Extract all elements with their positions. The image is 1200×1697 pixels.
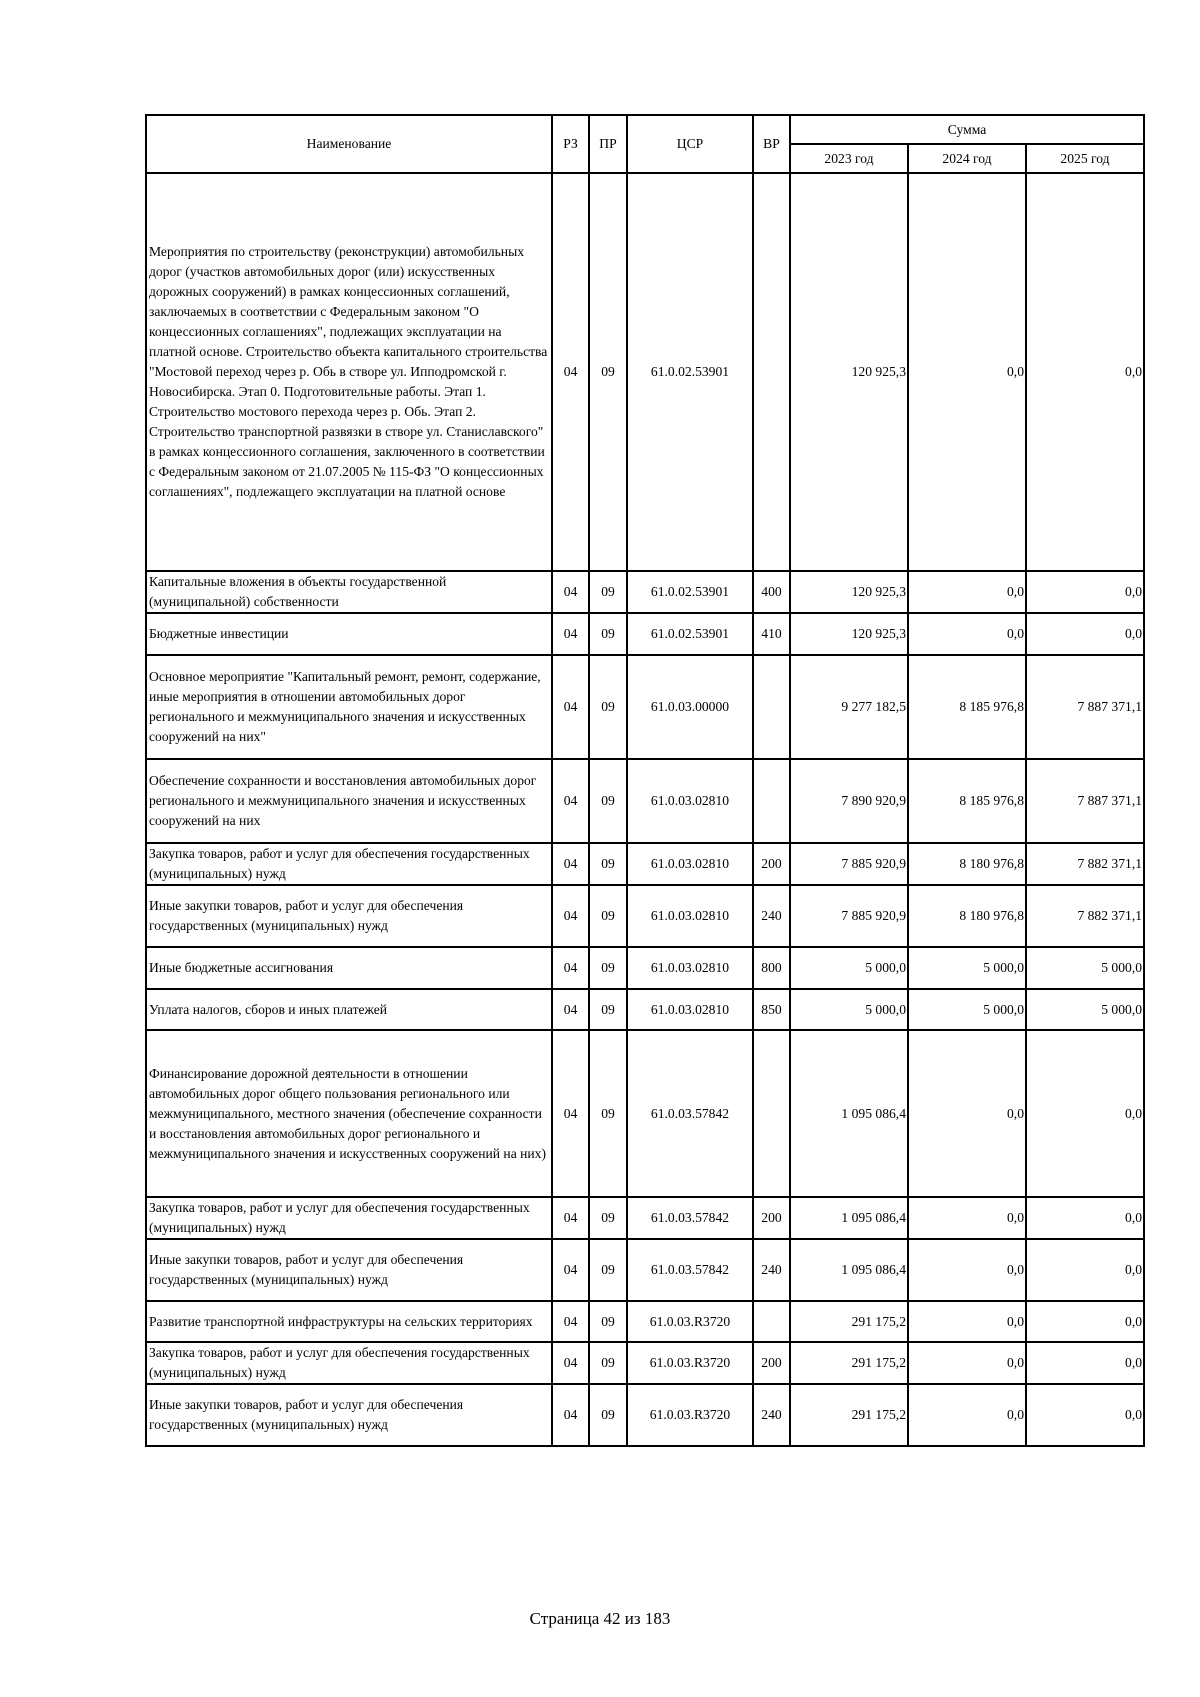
row-name: Мероприятия по строительству (реконструкции) автомобильных дорог (участков автомобильных дорог (или) искусственных дорожных сооружений) в рамках концессионных соглашений, заключаемых в соответствии с Федеральным законом "О концессионных соглашениях", подлежащих эксплуатации на платной основе. Строительство объекта капитального строительства "Мостовой переход через р. Обь в створе ул. Ипподромской г. Новосибирска. Этап 0. Подготовительные работы. Этап 1. Строительство мостового перехода через р. Обь. Этап 2. Строительство транспортной развязки в створе ул. Станиславского" в рамках концессионного соглашения, заключенного в соответствии с Федеральным законом от 21.07.2005 № 115-ФЗ "О концессионных соглашениях", подлежащего эксплуатации на платной основе bbox=[146, 173, 552, 571]
row-name: Закупка товаров, работ и услуг для обеспечения государственных (муниципальных) нужд bbox=[146, 843, 552, 885]
header-csr: ЦСР bbox=[627, 115, 753, 173]
row-amount-2024: 5 000,0 bbox=[908, 947, 1026, 989]
row-rz: 04 bbox=[552, 655, 589, 759]
table-row bbox=[146, 1384, 1144, 1446]
row-csr: 61.0.03.02810 bbox=[627, 947, 753, 989]
row-rz: 04 bbox=[552, 759, 589, 843]
row-vr: 240 bbox=[753, 1239, 790, 1301]
row-amount-2023: 120 925,3 bbox=[790, 613, 908, 655]
row-amount-2025: 7 887 371,1 bbox=[1026, 759, 1144, 843]
row-amount-2024: 0,0 bbox=[908, 1197, 1026, 1239]
row-amount-2024: 0,0 bbox=[908, 1301, 1026, 1342]
row-amount-2023: 291 175,2 bbox=[790, 1301, 908, 1342]
row-pr: 09 bbox=[589, 655, 627, 759]
row-amount-2025: 0,0 bbox=[1026, 1239, 1144, 1301]
row-csr: 61.0.03.02810 bbox=[627, 885, 753, 947]
row-amount-2023: 1 095 086,4 bbox=[790, 1239, 908, 1301]
row-csr: 61.0.03.00000 bbox=[627, 655, 753, 759]
row-amount-2023: 5 000,0 bbox=[790, 947, 908, 989]
row-csr: 61.0.03.57842 bbox=[627, 1239, 753, 1301]
table-row bbox=[146, 1239, 1144, 1301]
row-pr: 09 bbox=[589, 1197, 627, 1239]
table-row bbox=[146, 173, 1144, 571]
row-amount-2023: 120 925,3 bbox=[790, 173, 908, 571]
row-csr: 61.0.03.57842 bbox=[627, 1197, 753, 1239]
row-name: Иные закупки товаров, работ и услуг для обеспечения государственных (муниципальных) нужд bbox=[146, 1239, 552, 1301]
row-vr bbox=[753, 1301, 790, 1342]
header-vr: ВР bbox=[753, 115, 790, 173]
row-amount-2024: 0,0 bbox=[908, 571, 1026, 613]
row-vr bbox=[753, 655, 790, 759]
row-rz: 04 bbox=[552, 1197, 589, 1239]
row-name: Развитие транспортной инфраструктуры на сельских территориях bbox=[146, 1301, 552, 1342]
table-row bbox=[146, 1301, 1144, 1342]
row-rz: 04 bbox=[552, 173, 589, 571]
row-name: Капитальные вложения в объекты государственной (муниципальной) собственности bbox=[146, 571, 552, 613]
row-amount-2024: 0,0 bbox=[908, 1239, 1026, 1301]
table-row bbox=[146, 1197, 1144, 1239]
row-vr: 200 bbox=[753, 843, 790, 885]
row-amount-2024: 5 000,0 bbox=[908, 989, 1026, 1030]
row-rz: 04 bbox=[552, 1342, 589, 1384]
row-pr: 09 bbox=[589, 173, 627, 571]
row-csr: 61.0.03.02810 bbox=[627, 759, 753, 843]
row-amount-2025: 7 882 371,1 bbox=[1026, 885, 1144, 947]
row-rz: 04 bbox=[552, 989, 589, 1030]
table-row bbox=[146, 1030, 1144, 1197]
row-amount-2023: 7 885 920,9 bbox=[790, 885, 908, 947]
row-amount-2023: 7 890 920,9 bbox=[790, 759, 908, 843]
row-name: Иные закупки товаров, работ и услуг для обеспечения государственных (муниципальных) нужд bbox=[146, 1384, 552, 1446]
table-row bbox=[146, 613, 1144, 655]
row-amount-2024: 0,0 bbox=[908, 1030, 1026, 1197]
row-name: Закупка товаров, работ и услуг для обеспечения государственных (муниципальных) нужд bbox=[146, 1197, 552, 1239]
table-row bbox=[146, 885, 1144, 947]
row-csr: 61.0.02.53901 bbox=[627, 613, 753, 655]
row-pr: 09 bbox=[589, 885, 627, 947]
row-amount-2024: 8 180 976,8 bbox=[908, 885, 1026, 947]
row-csr: 61.0.03.R3720 bbox=[627, 1342, 753, 1384]
row-amount-2024: 8 185 976,8 bbox=[908, 759, 1026, 843]
row-name: Иные закупки товаров, работ и услуг для обеспечения государственных (муниципальных) нужд bbox=[146, 885, 552, 947]
row-amount-2023: 5 000,0 bbox=[790, 989, 908, 1030]
row-name: Обеспечение сохранности и восстановления автомобильных дорог регионального и межмуниципального значения и искусственных сооружений на них bbox=[146, 759, 552, 843]
table-row bbox=[146, 947, 1144, 989]
row-vr: 400 bbox=[753, 571, 790, 613]
row-amount-2025: 5 000,0 bbox=[1026, 947, 1144, 989]
budget-page bbox=[145, 114, 1143, 1447]
row-amount-2024: 8 185 976,8 bbox=[908, 655, 1026, 759]
row-rz: 04 bbox=[552, 571, 589, 613]
row-pr: 09 bbox=[589, 613, 627, 655]
header-sum: Сумма bbox=[790, 115, 1144, 144]
row-vr: 850 bbox=[753, 989, 790, 1030]
row-vr: 240 bbox=[753, 885, 790, 947]
row-csr: 61.0.03.R3720 bbox=[627, 1301, 753, 1342]
row-name: Финансирование дорожной деятельности в отношении автомобильных дорог общего пользования регионального или межмуниципального, местного значения (обеспечение сохранности и восстановления автомобильных дорог регионального и межмуниципального значения и искусственных сооружений на них) bbox=[146, 1030, 552, 1197]
row-amount-2025: 0,0 bbox=[1026, 1030, 1144, 1197]
row-amount-2025: 5 000,0 bbox=[1026, 989, 1144, 1030]
page-number: Страница 42 из 183 bbox=[529, 1609, 671, 1628]
row-csr: 61.0.03.02810 bbox=[627, 843, 753, 885]
row-pr: 09 bbox=[589, 843, 627, 885]
row-rz: 04 bbox=[552, 1301, 589, 1342]
row-rz: 04 bbox=[552, 613, 589, 655]
header-year-2023: 2023 год bbox=[790, 144, 908, 173]
row-vr bbox=[753, 759, 790, 843]
budget-table bbox=[145, 114, 1145, 1447]
row-rz: 04 bbox=[552, 947, 589, 989]
header-name: Наименование bbox=[146, 115, 552, 173]
table-row bbox=[146, 1342, 1144, 1384]
row-rz: 04 bbox=[552, 1030, 589, 1197]
header-pr: ПР bbox=[589, 115, 627, 173]
row-name: Уплата налогов, сборов и иных платежей bbox=[146, 989, 552, 1030]
row-rz: 04 bbox=[552, 843, 589, 885]
row-amount-2024: 0,0 bbox=[908, 1342, 1026, 1384]
table-row bbox=[146, 989, 1144, 1030]
row-amount-2023: 9 277 182,5 bbox=[790, 655, 908, 759]
row-pr: 09 bbox=[589, 1342, 627, 1384]
row-amount-2024: 0,0 bbox=[908, 1384, 1026, 1446]
row-csr: 61.0.03.57842 bbox=[627, 1030, 753, 1197]
row-amount-2024: 0,0 bbox=[908, 613, 1026, 655]
row-amount-2025: 0,0 bbox=[1026, 1301, 1144, 1342]
row-amount-2025: 0,0 bbox=[1026, 613, 1144, 655]
row-amount-2023: 120 925,3 bbox=[790, 571, 908, 613]
row-amount-2023: 291 175,2 bbox=[790, 1384, 908, 1446]
row-vr: 410 bbox=[753, 613, 790, 655]
table-row bbox=[146, 759, 1144, 843]
row-amount-2023: 1 095 086,4 bbox=[790, 1197, 908, 1239]
row-amount-2024: 8 180 976,8 bbox=[908, 843, 1026, 885]
row-csr: 61.0.02.53901 bbox=[627, 173, 753, 571]
row-pr: 09 bbox=[589, 1030, 627, 1197]
row-amount-2024: 0,0 bbox=[908, 173, 1026, 571]
row-vr: 240 bbox=[753, 1384, 790, 1446]
row-name: Иные бюджетные ассигнования bbox=[146, 947, 552, 989]
row-vr: 200 bbox=[753, 1342, 790, 1384]
row-amount-2025: 0,0 bbox=[1026, 1197, 1144, 1239]
row-vr bbox=[753, 1030, 790, 1197]
header-year-2025: 2025 год bbox=[1026, 144, 1144, 173]
row-amount-2025: 0,0 bbox=[1026, 1384, 1144, 1446]
row-amount-2025: 7 887 371,1 bbox=[1026, 655, 1144, 759]
table-row bbox=[146, 571, 1144, 613]
row-name: Закупка товаров, работ и услуг для обеспечения государственных (муниципальных) нужд bbox=[146, 1342, 552, 1384]
row-pr: 09 bbox=[589, 947, 627, 989]
header-rz: РЗ bbox=[552, 115, 589, 173]
row-csr: 61.0.02.53901 bbox=[627, 571, 753, 613]
row-name: Основное мероприятие "Капитальный ремонт, ремонт, содержание, иные мероприятия в отношении автомобильных дорог регионального и межмуниципального значения и искусственных сооружений на них" bbox=[146, 655, 552, 759]
row-amount-2023: 1 095 086,4 bbox=[790, 1030, 908, 1197]
table-row bbox=[146, 655, 1144, 759]
header-year-2024: 2024 год bbox=[908, 144, 1026, 173]
row-amount-2025: 0,0 bbox=[1026, 1342, 1144, 1384]
row-pr: 09 bbox=[589, 1239, 627, 1301]
row-pr: 09 bbox=[589, 1301, 627, 1342]
row-amount-2025: 7 882 371,1 bbox=[1026, 843, 1144, 885]
row-amount-2023: 7 885 920,9 bbox=[790, 843, 908, 885]
row-csr: 61.0.03.R3720 bbox=[627, 1384, 753, 1446]
row-name: Бюджетные инвестиции bbox=[146, 613, 552, 655]
row-vr: 200 bbox=[753, 1197, 790, 1239]
row-rz: 04 bbox=[552, 1384, 589, 1446]
row-rz: 04 bbox=[552, 1239, 589, 1301]
row-pr: 09 bbox=[589, 759, 627, 843]
row-pr: 09 bbox=[589, 989, 627, 1030]
row-rz: 04 bbox=[552, 885, 589, 947]
row-csr: 61.0.03.02810 bbox=[627, 989, 753, 1030]
table-row bbox=[146, 843, 1144, 885]
row-amount-2023: 291 175,2 bbox=[790, 1342, 908, 1384]
row-pr: 09 bbox=[589, 571, 627, 613]
row-vr bbox=[753, 173, 790, 571]
row-amount-2025: 0,0 bbox=[1026, 173, 1144, 571]
row-amount-2025: 0,0 bbox=[1026, 571, 1144, 613]
row-pr: 09 bbox=[589, 1384, 627, 1446]
row-vr: 800 bbox=[753, 947, 790, 989]
